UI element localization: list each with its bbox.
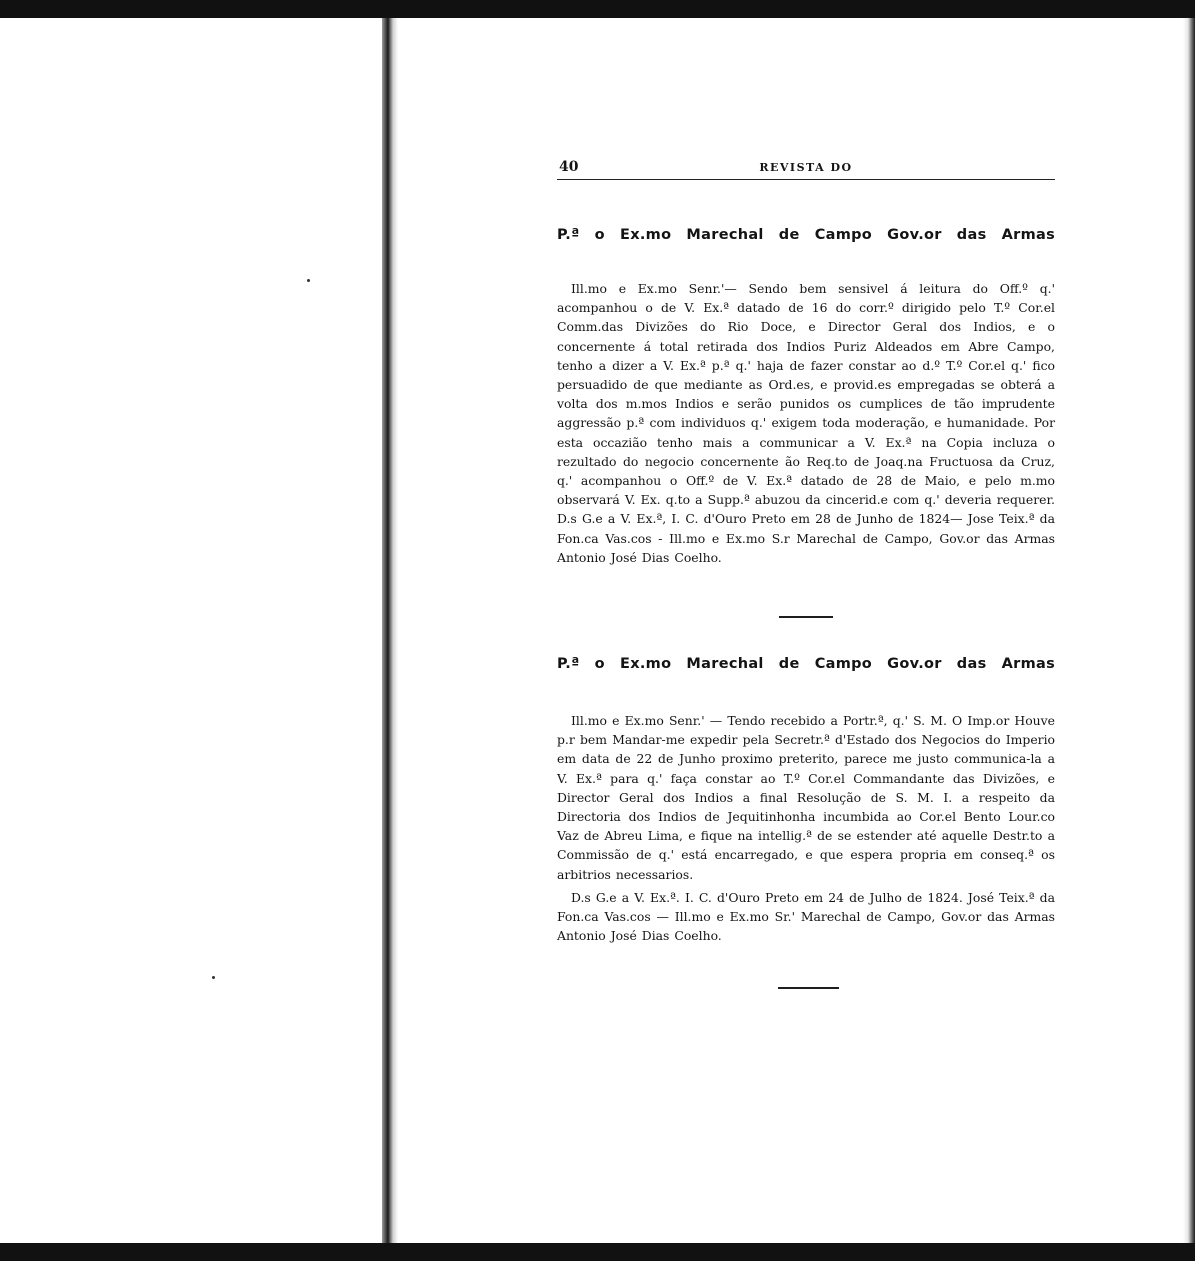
letter-2-paragraph-2: D.s G.e a V. Ex.ª. I. C. d'Ouro Preto em 24 de Julho de 1824. José Teix.ª da Fon.ca Vas.cos — Ill.mo e Ex.mo Sr.' Marechal de Campo, Gov.or das Armas Antonio José Dias Coelho. xyxy=(557,889,1055,944)
letter-2-body xyxy=(557,711,1055,945)
scan-border-bottom xyxy=(0,1243,1195,1261)
letter-2-paragraph-1: Ill.mo e Ex.mo Senr.' — Tendo recebido a Portr.ª, q.' S. M. O Imp.or Houve p.r bem Mandar-me expedir pela Secretr.ª d'Estado dos Negocios do Imperio em data de 22 de Junho proximo preterito, parece me justo communica-la a V. Ex.ª para q.' faça constar ao T.º Cor.el Commandante das Divizões, e Director Geral dos Indios a final Resolução de S. M. I. a respeito da Directoria dos Indios de Jequitinhonha incumbida ao Cor.el Bento Lour.co Vaz de Abreu Lima, e fique na intellig.ª de se estender até aquelle Destr.to a Commissão de q.' está encarregado, e que espera propria em conseq.ª os arbitrios necessarios. xyxy=(557,713,1055,882)
letter-2-heading: P.ª o Ex.mo Marechal de Campo Gov.or das Armas xyxy=(557,656,1055,672)
section-divider xyxy=(778,987,839,989)
scan-border-top xyxy=(0,0,1195,18)
page-edge-shadow xyxy=(1183,18,1195,1243)
book-spine-shadow xyxy=(382,18,398,1243)
letter-1-heading: P.ª o Ex.mo Marechal de Campo Gov.or das Armas xyxy=(557,227,1055,243)
letter-1-body xyxy=(557,279,1055,567)
page-header xyxy=(557,155,1055,180)
scan-speck xyxy=(212,976,215,979)
running-title: REVISTA DO xyxy=(759,161,853,174)
section-divider xyxy=(779,616,833,618)
letter-1-paragraph-1: Ill.mo e Ex.mo Senr.'— Sendo bem sensivel á leitura do Off.º q.' acompanhou o de V. Ex.ª datado de 16 do corr.º dirigido pelo T.º Cor.el Comm.das Divizões do Rio Doce, e Director Geral dos Indios, e o concernente á total retirada dos Indios Puriz Aldeados em Abre Campo, tenho a dizer a V. Ex.ª p.ª q.' haja de fazer constar ao d.º T.º Cor.el q.' fico persuadido de que mediante as Ord.es, e provid.es empregadas se obterá a volta dos m.mos Indios e serão punidos os cumplices de tão imprudente aggressão p.ª com individuos q.' exigem toda moderação, e humanidade. Por esta occazião tenho mais a communicar a V. Ex.ª na Copia incluza o rezultado do negocio concernente ão Req.to de Joaq.na Fructuosa da Cruz, q.' acompanhou o Off.º de V. Ex.ª datado de 28 de Maio, e pelo m.mo observará V. Ex. q.to a Supp.ª abuzou da cincerid.e com q.' deveria requerer. D.s G.e a V. Ex.ª, I. C. d'Ouro Preto em 28 de Junho de 1824— Jose Teix.ª da Fon.ca Vas.cos - Ill.mo e Ex.mo S.r Marechal de Campo, Gov.or das Armas Antonio José Dias Coelho. xyxy=(557,281,1055,565)
scan-speck xyxy=(307,279,310,282)
page-number: 40 xyxy=(559,159,579,175)
